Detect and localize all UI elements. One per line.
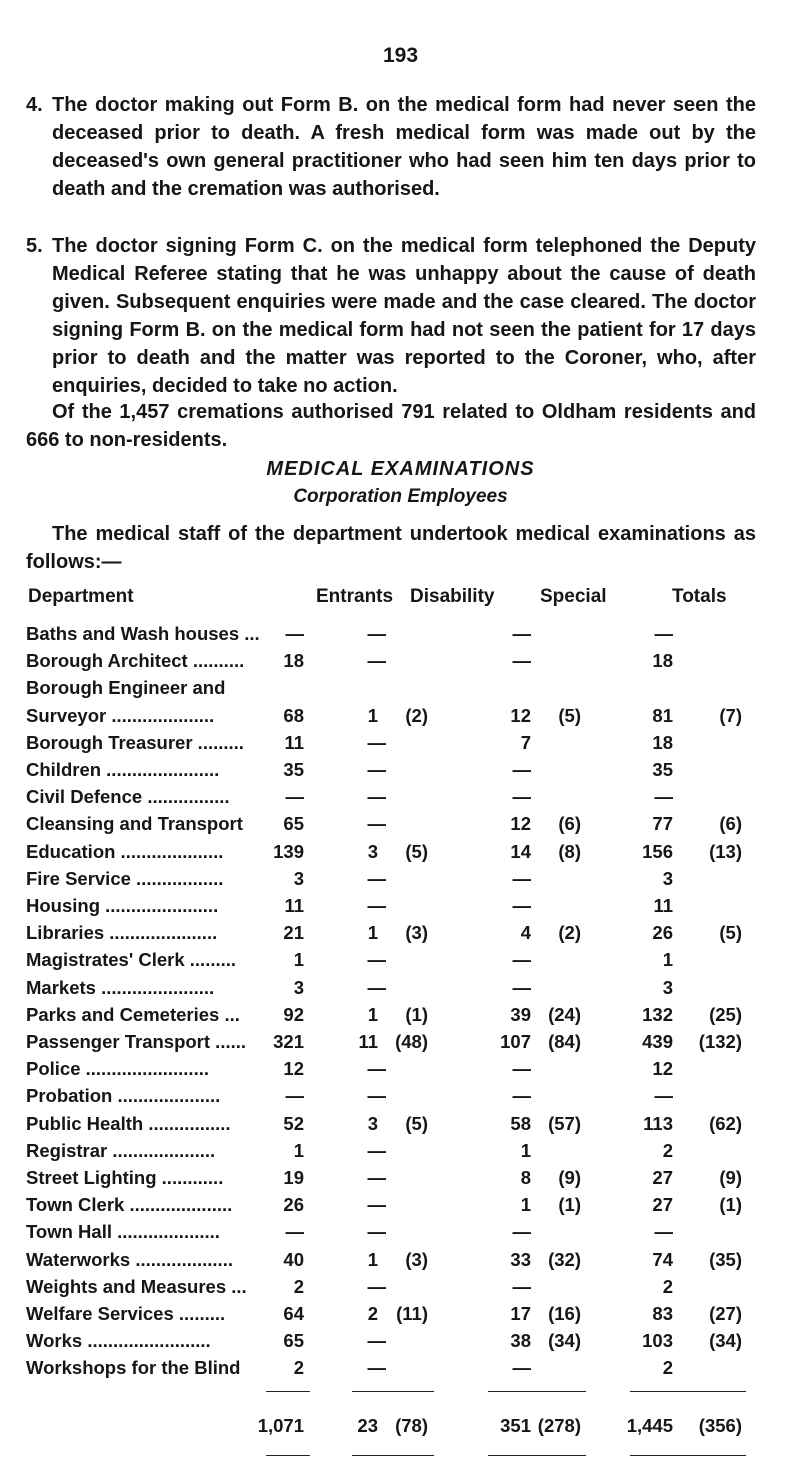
entrants-value: —: [285, 1221, 304, 1243]
disability-value: 1: [367, 922, 378, 944]
page-number: 193: [382, 44, 419, 67]
disability-value: —: [367, 867, 386, 889]
disability-value: —: [367, 1167, 386, 1188]
header-entrants: Entrants: [316, 586, 394, 607]
totals-value: 74: [652, 1248, 673, 1270]
entrants-value: 65: [283, 1330, 304, 1352]
totals-deferred: (34): [709, 1330, 742, 1352]
disability-deferred: (11): [396, 1303, 428, 1324]
summary-paragraph: Of the 1,457 cremations authorised 791 related to Oldham residents and 666 to non-residents.: [26, 401, 756, 451]
total-rule-top: [488, 1391, 586, 1392]
totals-value: —: [654, 1085, 673, 1107]
totals-value: —: [654, 786, 673, 808]
disability-value: —: [367, 786, 386, 808]
special-value: —: [512, 759, 531, 780]
disability-value: —: [367, 1357, 386, 1379]
grand-total-special-deferred: (278): [537, 1414, 581, 1436]
totals-deferred: (7): [719, 704, 742, 726]
totals-value: 2: [662, 1357, 673, 1379]
section-heading: MEDICAL EXAMINATIONS: [266, 458, 535, 480]
paragraph-text: The doctor signing Form C. on the medical form telephoned the Deputy Medical Referee stating that he was unhappy about the cause of death given. Subsequent enquiries were made and the case cleared. The doctor signing Form B. on the medical form had not seen the patient for 17 days prior to death and the matter was reported to the Coroner, who, after enquiries, decided to take no action.: [52, 235, 756, 397]
paragraph-number: 4.: [26, 94, 43, 116]
department-name: Works ........................: [26, 1330, 211, 1352]
department-name: Markets ......................: [26, 976, 215, 998]
special-value: —: [512, 1275, 531, 1297]
entrants-value: 321: [273, 1031, 304, 1052]
special-value: 58: [510, 1112, 531, 1134]
entrants-value: 18: [283, 650, 304, 672]
special-value: —: [512, 976, 531, 998]
disability-deferred: (2): [405, 704, 428, 726]
entrants-value: 12: [283, 1058, 304, 1080]
totals-deferred: (6): [719, 813, 742, 835]
department-name: Weights and Measures ...: [26, 1275, 247, 1297]
totals-value: —: [654, 1221, 673, 1243]
department-name: Civil Defence ................: [26, 786, 230, 808]
special-value: 12: [510, 813, 531, 835]
entrants-value: 1: [293, 1139, 304, 1161]
department-name: Surveyor ....................: [26, 704, 215, 726]
disability-deferred: (5): [405, 840, 428, 862]
special-value: 17: [510, 1303, 531, 1324]
totals-deferred: (27): [709, 1303, 742, 1324]
totals-deferred: (132): [698, 1031, 742, 1052]
disability-value: —: [367, 650, 386, 672]
department-name: Parks and Cemeteries ...: [26, 1003, 240, 1025]
special-value: 1: [520, 1139, 531, 1161]
entrants-value: 35: [283, 759, 304, 780]
disability-value: —: [367, 1194, 386, 1216]
entrants-value: 64: [283, 1303, 304, 1324]
section-subheading: Corporation Employees: [293, 486, 508, 507]
department-name: Welfare Services .........: [26, 1303, 226, 1324]
department-name: Education ....................: [26, 840, 224, 862]
special-deferred: (1): [558, 1194, 581, 1216]
disability-value: —: [367, 895, 386, 916]
special-value: —: [512, 949, 531, 971]
disability-value: —: [367, 1058, 386, 1080]
totals-deferred: (5): [719, 922, 742, 944]
disability-value: —: [367, 759, 386, 780]
totals-deferred: (9): [719, 1167, 742, 1188]
special-value: 7: [520, 731, 531, 753]
special-deferred: (34): [548, 1330, 581, 1352]
totals-deferred: (1): [719, 1194, 742, 1216]
special-deferred: (57): [548, 1112, 581, 1134]
totals-value: 18: [652, 650, 673, 672]
total-rule-bottom: [352, 1455, 434, 1456]
totals-deferred: (25): [709, 1003, 742, 1025]
totals-value: 18: [652, 731, 673, 753]
special-deferred: (32): [548, 1248, 581, 1270]
special-deferred: (24): [548, 1003, 581, 1025]
entrants-value: 65: [283, 813, 304, 835]
department-name: Town Clerk ....................: [26, 1194, 233, 1216]
department-name: Borough Architect ..........: [26, 650, 245, 672]
special-value: —: [512, 1357, 531, 1379]
special-value: —: [512, 895, 531, 916]
disability-value: —: [367, 731, 386, 753]
disability-deferred: (1): [405, 1003, 428, 1025]
paragraph-number: 5.: [26, 235, 43, 257]
entrants-value: —: [285, 786, 304, 808]
grand-total-disability: 23: [357, 1414, 378, 1436]
department-name: Fire Service .................: [26, 867, 224, 889]
special-deferred: (5): [558, 704, 581, 726]
header-totals: Totals: [672, 586, 727, 607]
department-name: Street Lighting ............: [26, 1167, 224, 1188]
special-value: 1: [520, 1194, 531, 1216]
total-rule-bottom: [488, 1455, 586, 1456]
special-value: —: [512, 867, 531, 889]
total-rule-bottom: [630, 1455, 746, 1456]
totals-value: 2: [662, 1139, 673, 1161]
special-value: —: [512, 650, 531, 672]
totals-value: 132: [642, 1003, 673, 1025]
entrants-value: 92: [283, 1003, 304, 1025]
grand-total-special: 351: [500, 1414, 531, 1436]
totals-value: 3: [662, 867, 673, 889]
department-name: Borough Engineer and: [26, 677, 226, 699]
disability-value: —: [367, 1139, 386, 1161]
disability-value: 3: [367, 840, 378, 862]
department-name: Probation ....................: [26, 1085, 221, 1107]
department-name: Housing ......................: [26, 895, 219, 916]
disability-value: 3: [367, 1112, 378, 1134]
totals-deferred: (35): [709, 1248, 742, 1270]
entrants-value: 68: [283, 704, 304, 726]
totals-value: 11: [653, 895, 673, 916]
entrants-value: 2: [293, 1275, 304, 1297]
totals-value: 439: [642, 1031, 673, 1052]
totals-value: 27: [652, 1167, 673, 1188]
totals-value: 77: [652, 813, 673, 835]
entrants-value: 11: [284, 895, 304, 916]
special-value: 4: [520, 922, 531, 944]
disability-value: —: [367, 1085, 386, 1107]
department-name: Passenger Transport ......: [26, 1031, 247, 1052]
total-rule-top: [352, 1391, 434, 1392]
department-name: Libraries .....................: [26, 922, 218, 944]
disability-deferred: (5): [405, 1112, 428, 1134]
disability-value: 1: [367, 704, 378, 726]
totals-value: —: [654, 623, 673, 644]
totals-value: 26: [652, 922, 673, 944]
disability-value: 2: [367, 1303, 378, 1324]
department-name: Town Hall ....................: [26, 1221, 220, 1243]
numbered-paragraph-4: [26, 91, 756, 203]
disability-value: —: [367, 1330, 386, 1352]
department-name: Public Health ................: [26, 1112, 231, 1134]
special-value: —: [512, 1085, 531, 1107]
total-rule-top: [266, 1391, 310, 1392]
totals-value: 12: [652, 1058, 673, 1080]
grand-total-totals: 1,445: [626, 1414, 673, 1436]
special-value: 39: [510, 1003, 531, 1025]
entrants-value: 21: [283, 922, 304, 944]
entrants-value: 139: [273, 840, 304, 862]
header-disability: Disability: [410, 586, 495, 607]
special-value: —: [512, 1221, 531, 1243]
entrants-value: 26: [283, 1194, 304, 1216]
special-value: —: [512, 1058, 531, 1080]
grand-total-totals-deferred: (356): [698, 1414, 742, 1436]
disability-value: —: [367, 1275, 386, 1297]
header-special: Special: [540, 586, 607, 607]
disability-value: —: [367, 949, 386, 971]
totals-value: 2: [662, 1275, 673, 1297]
totals-deferred: (13): [709, 840, 742, 862]
special-value: 12: [510, 704, 531, 726]
department-name: Waterworks ...................: [26, 1248, 233, 1270]
totals-value: 81: [652, 704, 673, 726]
disability-value: 11: [358, 1031, 378, 1052]
totals-value: 1: [662, 949, 673, 971]
totals-value: 83: [652, 1303, 673, 1324]
special-deferred: (2): [558, 922, 581, 944]
disability-value: —: [367, 1221, 386, 1243]
entrants-value: 1: [293, 949, 304, 971]
department-name: Magistrates' Clerk .........: [26, 949, 237, 971]
disability-deferred: (48): [395, 1031, 428, 1052]
disability-value: —: [367, 813, 386, 835]
total-rule-top: [630, 1391, 746, 1392]
entrants-value: 52: [283, 1112, 304, 1134]
department-name: Police ........................: [26, 1058, 209, 1080]
department-name: Workshops for the Blind: [26, 1357, 241, 1379]
department-name: Baths and Wash houses ...: [26, 623, 260, 644]
entrants-value: 3: [293, 867, 304, 889]
special-value: —: [512, 786, 531, 808]
totals-value: 27: [652, 1194, 673, 1216]
special-deferred: (6): [558, 813, 581, 835]
special-value: 107: [500, 1031, 531, 1052]
department-name: Cleansing and Transport: [26, 813, 243, 835]
totals-value: 35: [652, 759, 673, 780]
totals-value: 156: [642, 840, 673, 862]
disability-value: 1: [367, 1003, 378, 1025]
totals-value: 113: [643, 1112, 673, 1134]
special-deferred: (84): [548, 1031, 581, 1052]
disability-value: 1: [367, 1248, 378, 1270]
entrants-value: 19: [283, 1167, 304, 1188]
disability-value: —: [367, 976, 386, 998]
entrants-value: 2: [293, 1357, 304, 1379]
department-name: Registrar ....................: [26, 1139, 216, 1161]
grand-total-disability-deferred: (78): [395, 1414, 428, 1436]
special-value: 8: [520, 1167, 531, 1188]
entrants-value: —: [285, 623, 304, 644]
paragraph-text: The doctor making out Form B. on the medical form had never seen the deceased prior to death. A fresh medical form was made out by the deceased's own general practitioner who had seen him ten days prior to death and the cremation was authorised.: [52, 94, 756, 200]
disability-deferred: (3): [405, 1248, 428, 1270]
totals-deferred: (62): [709, 1112, 742, 1134]
special-value: 14: [510, 840, 531, 862]
special-value: —: [512, 623, 531, 644]
header-department: Department: [28, 586, 134, 607]
intro-paragraph: The medical staff of the department undertook medical examinations as follows:—: [26, 523, 756, 573]
total-rule-bottom: [266, 1455, 310, 1456]
grand-total-entrants: 1,071: [257, 1414, 304, 1436]
entrants-value: —: [285, 1085, 304, 1107]
disability-deferred: (3): [405, 922, 428, 944]
entrants-value: 11: [284, 731, 304, 753]
special-value: 33: [510, 1248, 531, 1270]
department-name: Children ......................: [26, 759, 220, 780]
entrants-value: 3: [293, 976, 304, 998]
department-name: Borough Treasurer .........: [26, 731, 244, 753]
totals-value: 3: [662, 976, 673, 998]
totals-value: 103: [642, 1330, 673, 1352]
special-deferred: (8): [558, 840, 581, 862]
special-value: 38: [510, 1330, 531, 1352]
numbered-paragraph-5: [26, 232, 756, 400]
special-deferred: (9): [558, 1167, 581, 1188]
special-deferred: (16): [548, 1303, 581, 1324]
entrants-value: 40: [283, 1248, 304, 1270]
disability-value: —: [367, 623, 386, 644]
